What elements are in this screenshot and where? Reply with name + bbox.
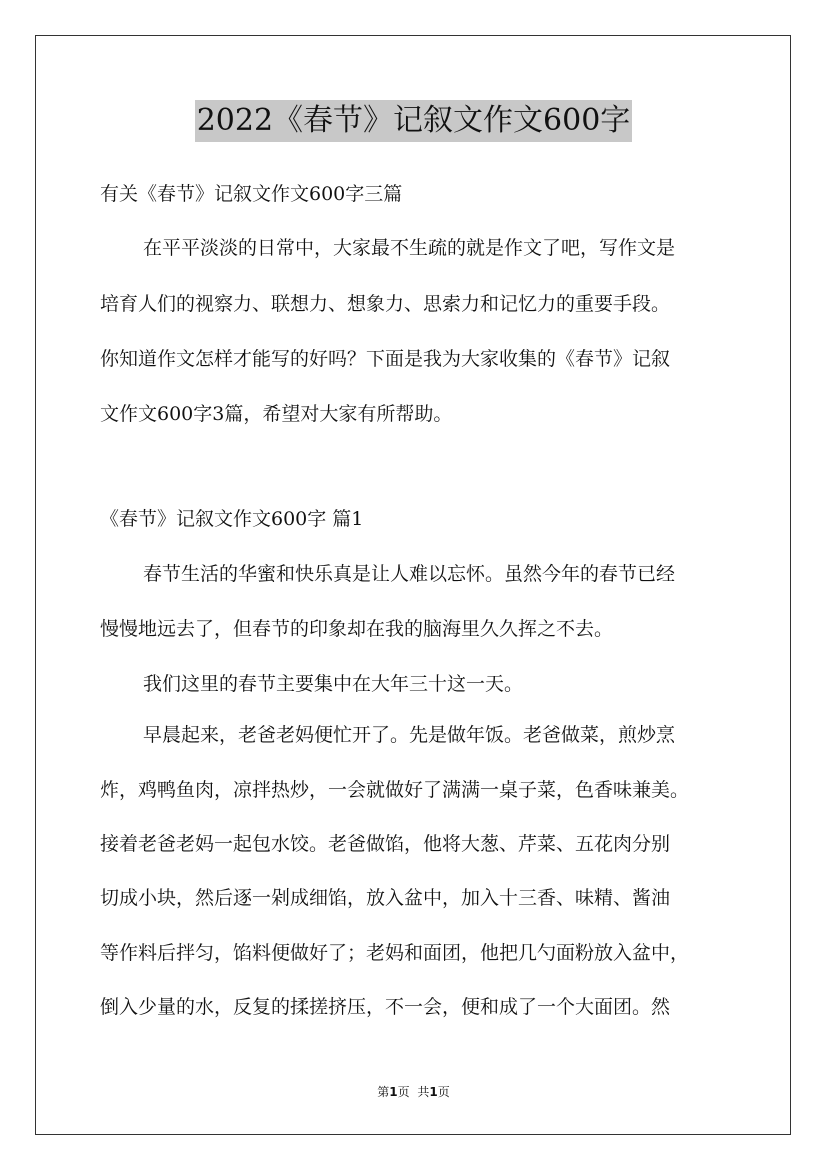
total-prefix: 共 [417, 1085, 430, 1099]
body-line: 炸，鸡鸭鱼肉，凉拌热炒，一会就做好了满满一桌子菜，色香味兼美。 [100, 779, 690, 801]
body-line: 等作料后拌匀，馅料便做好了；老妈和面团，他把几勺面粉放入盆中， [100, 942, 690, 964]
intro-line: 在平平淡淡的日常中，大家最不生疏的就是作文了吧，写作文是 [143, 237, 676, 259]
body-line: 接着老爸老妈一起包水饺。老爸做馅，他将大葱、芹菜、五花肉分别 [100, 833, 671, 855]
intro-line: 文作文600字3篇，希望对大家有所帮助。 [100, 403, 453, 425]
page-number: 1 [389, 1085, 398, 1099]
body-line: 我们这里的春节主要集中在大年三十这一天。 [143, 673, 524, 695]
total-pages: 1 [429, 1085, 438, 1099]
intro-line: 培育人们的视察力、联想力、想象力、思索力和记忆力的重要手段。 [100, 293, 671, 315]
total-suffix: 页 [437, 1085, 450, 1099]
body-line: 切成小块，然后逐一剁成细馅，放入盆中，加入十三香、味精、酱油 [100, 887, 671, 909]
title-container [0, 100, 827, 142]
page-suffix: 页 [397, 1085, 410, 1099]
document-title: 2022《春节》记叙文作文600字 [195, 100, 633, 142]
document-subtitle: 有关《春节》记叙文作文600字三篇 [100, 183, 403, 205]
page-prefix: 第 [377, 1085, 390, 1099]
body-line: 倒入少量的水，反复的揉搓挤压，不一会，便和成了一个大面团。然 [100, 996, 671, 1018]
body-line: 慢慢地远去了，但春节的印象却在我的脑海里久久挥之不去。 [100, 618, 614, 640]
page-footer [0, 1084, 827, 1100]
body-line: 春节生活的华蜜和快乐真是让人难以忘怀。虽然今年的春节已经 [143, 563, 676, 585]
section-heading: 《春节》记叙文作文600字 篇1 [100, 508, 364, 530]
body-line: 早晨起来，老爸老妈便忙开了。先是做年饭。老爸做菜，煎炒烹 [143, 724, 676, 746]
intro-line: 你知道作文怎样才能写的好吗？下面是我为大家收集的《春节》记叙 [100, 348, 671, 370]
